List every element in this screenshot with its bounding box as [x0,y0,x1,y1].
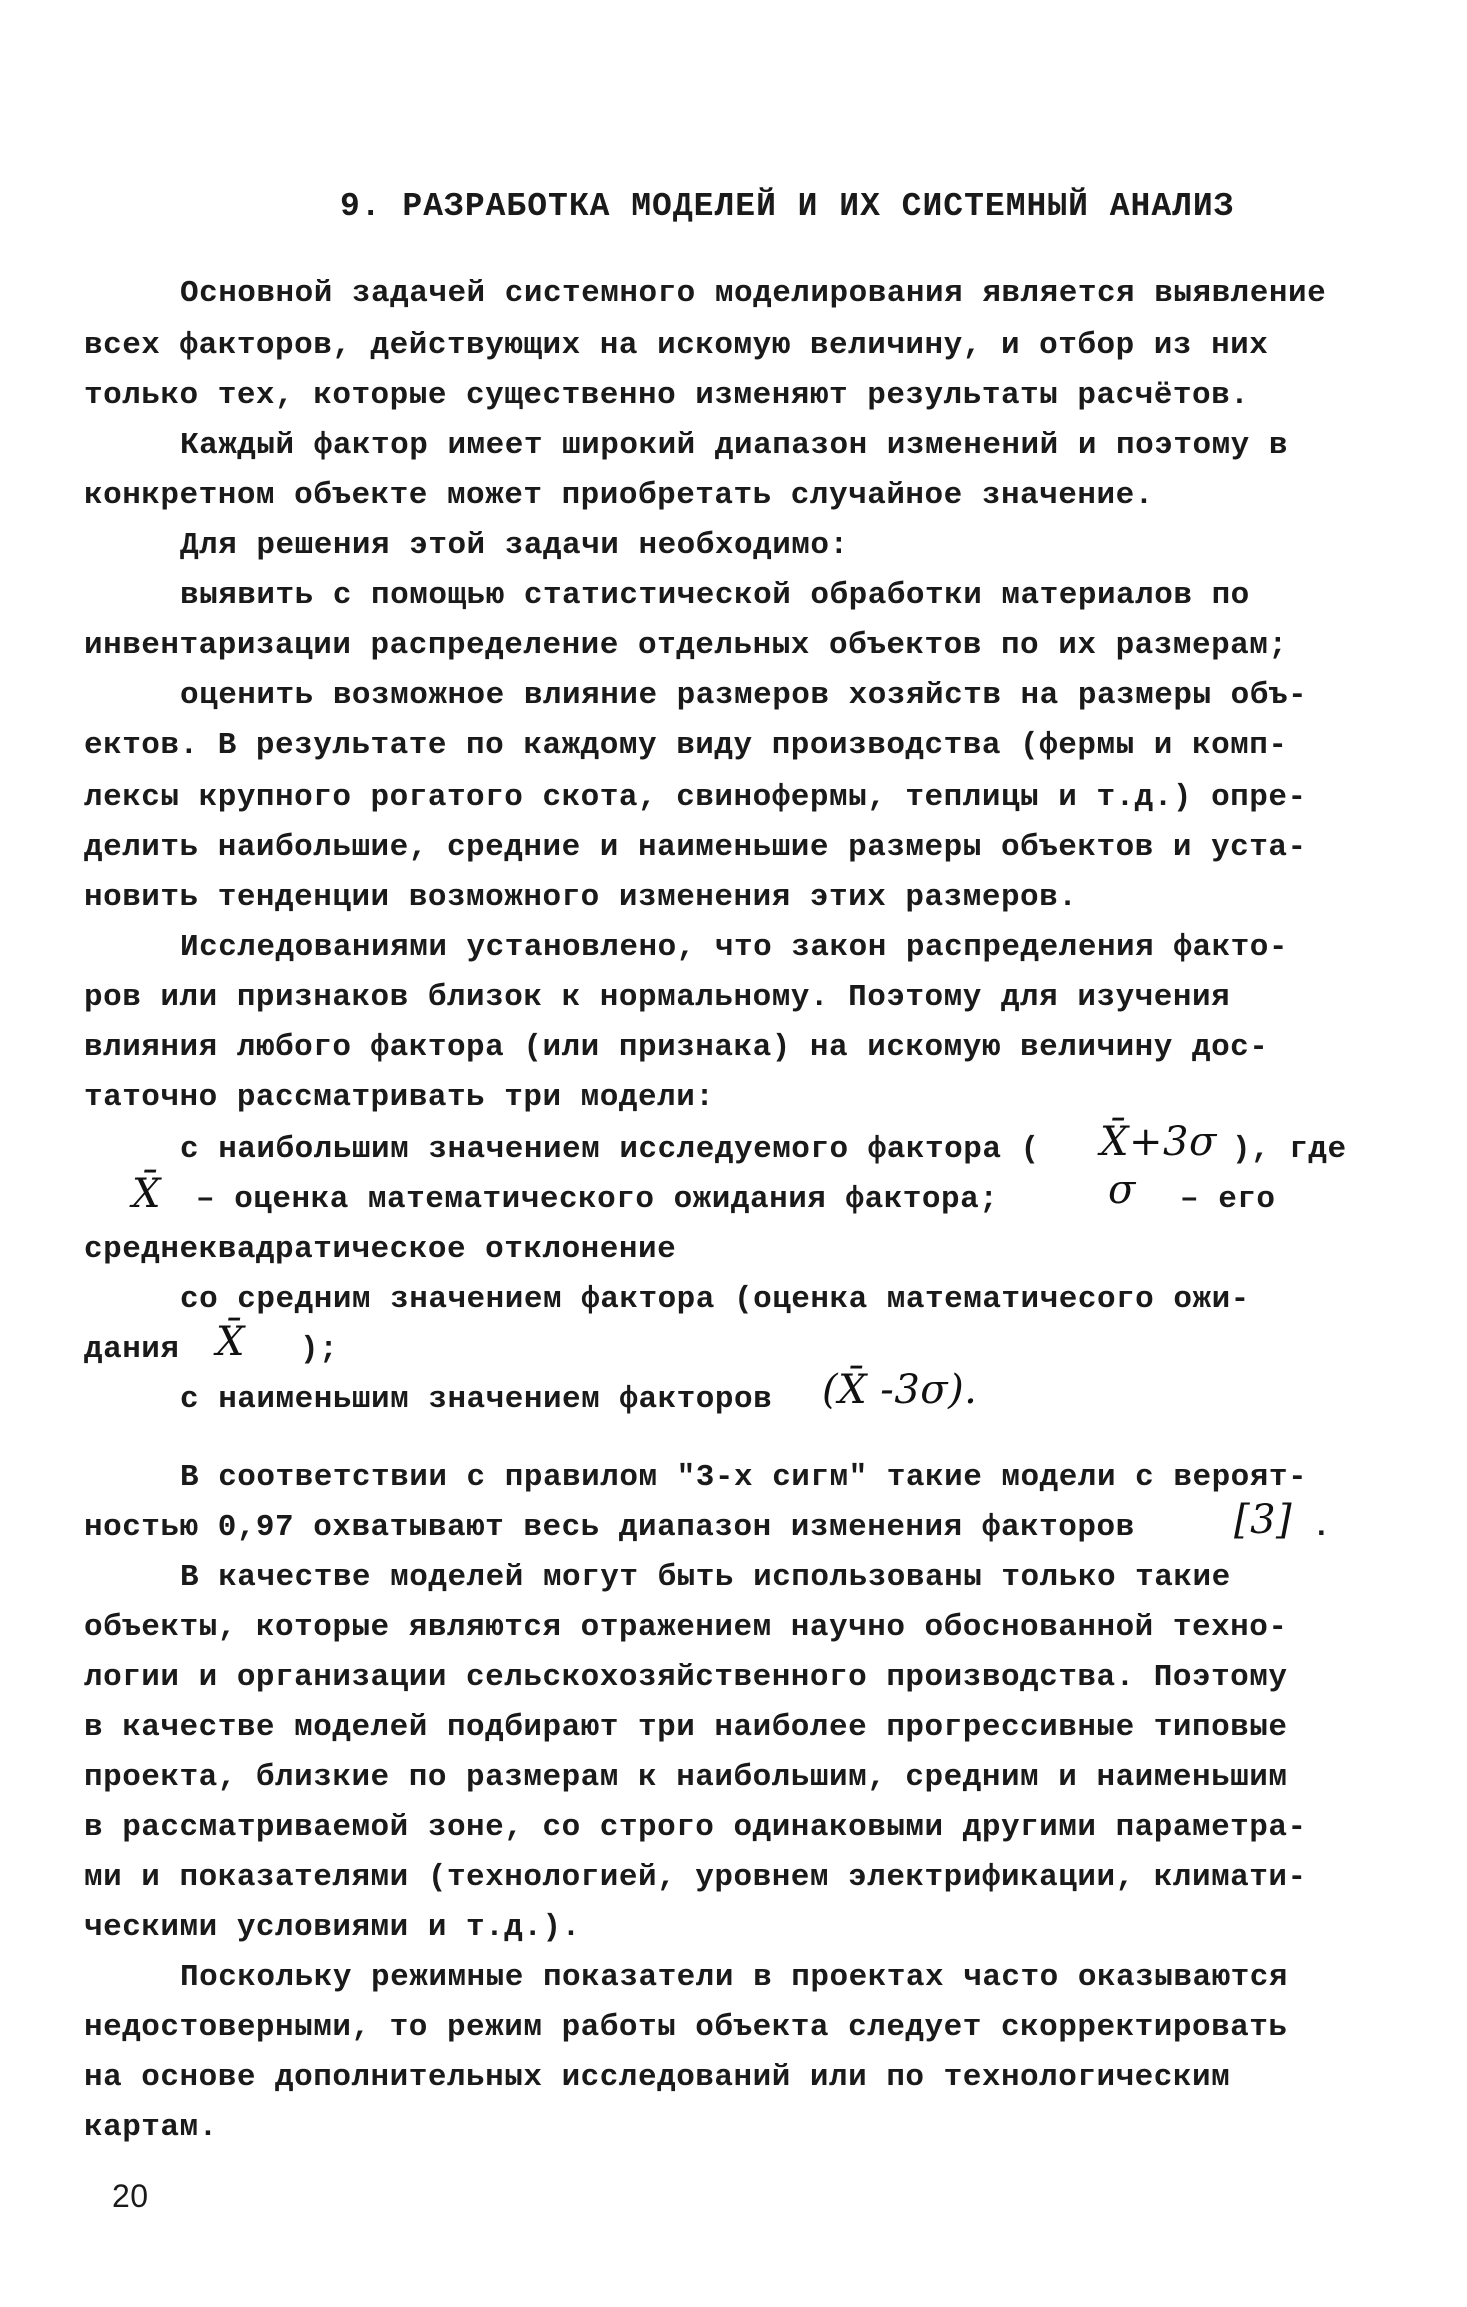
handwritten-symbol: X̄ [132,1171,161,1217]
handwritten-reference: [3] [1234,1497,1293,1543]
text-line: Каждый фактор имеет широкий диапазон изменений и поэтому в [180,428,1288,463]
text-line: в рассматриваемой зоне, со строго одинаковыми другими параметра- [84,1810,1307,1845]
text-line: недостоверными, то режим работы объекта следует скорректировать [84,2010,1288,2045]
text-line: ), где [1232,1132,1347,1167]
text-line: В соответствии с правилом "3-х сигм" такие модели с вероят- [180,1460,1308,1495]
text-line: выявить с помощью статистической обработки материалов по [180,578,1250,613]
text-line: Поскольку режимные показатели в проектах часто оказываются [180,1960,1288,1995]
text-line: ческими условиями и т.д.). [84,1910,581,1945]
handwritten-symbol: X̄ [216,1319,245,1365]
text-line: ); [300,1332,339,1367]
text-line: дания [84,1332,180,1367]
text-line: конкретном объекте может приобретать случайное значение. [84,478,1154,513]
text-line: со средним значением фактора (оценка математичесого ожи- [180,1282,1250,1317]
text-line: – оценка математического ожидания фактора; [196,1182,999,1217]
text-line: ектов. В результате по каждому виду производства (фермы и комп- [84,728,1288,763]
handwritten-symbol: σ [1108,1167,1136,1213]
text-line: Исследованиями установлено, что закон распределения факто- [180,930,1288,965]
text-line: новить тенденции возможного изменения этих размеров. [84,880,1078,915]
text-line: . [1312,1510,1332,1545]
text-line: ров или признаков близок к нормальному. Поэтому для изучения [84,980,1231,1015]
handwritten-formula: (X̄ -3σ). [822,1367,978,1413]
text-line: с наименьшим значением факторов [180,1382,773,1417]
text-line: картам. [84,2110,218,2145]
text-line: влияния любого фактора (или признака) на искомую величину дос- [84,1030,1269,1065]
text-line: на основе дополнительных исследований или по технологическим [84,2060,1231,2095]
text-line: объекты, которые являются отражением научно обоснованной техно- [84,1610,1288,1645]
text-line: среднеквадратическое отклонение [84,1232,677,1267]
text-line: В качестве моделей могут быть использованы только такие [180,1560,1231,1595]
text-line: Для решения этой задачи необходимо: [180,528,849,563]
text-line: всех факторов, действующих на искомую величину, и отбор из них [84,328,1269,363]
text-line: логии и организации сельскохозяйственного производства. Поэтому [84,1660,1288,1695]
text-line: проекта, близкие по размерам к наибольшим, средним и наименьшим [84,1760,1288,1795]
section-heading: 9. РАЗРАБОТКА МОДЕЛЕЙ И ИХ СИСТЕМНЫЙ АНАЛИЗ [340,188,1235,225]
text-line: инвентаризации распределение отдельных объектов по их размерам; [84,628,1288,663]
handwritten-formula: X̄+3σ [1100,1119,1217,1165]
text-line: ностью 0,97 охватывают весь диапазон изменения факторов [84,1510,1135,1545]
text-line: только тех, которые существенно изменяют результаты расчётов. [84,378,1250,413]
text-line: делить наибольшие, средние и наименьшие размеры объектов и уста- [84,830,1307,865]
text-line: оценить возможное влияние размеров хозяйств на размеры объ- [180,678,1308,713]
text-line: лексы крупного рогатого скота, свинофермы, теплицы и т.д.) опре- [84,780,1307,815]
text-line: с наибольшим значением исследуемого фактора ( [180,1132,1040,1167]
text-line: ми и показателями (технологией, уровнем электрификации, климати- [84,1860,1307,1895]
text-line: – его [1180,1182,1276,1217]
text-line: таточно рассматривать три модели: [84,1080,715,1115]
text-line: в качестве моделей подбирают три наиболее прогрессивные типовые [84,1710,1288,1745]
text-line: Основной задачей системного моделирования является выявление [180,276,1327,311]
page-number: 20 [112,2178,149,2214]
